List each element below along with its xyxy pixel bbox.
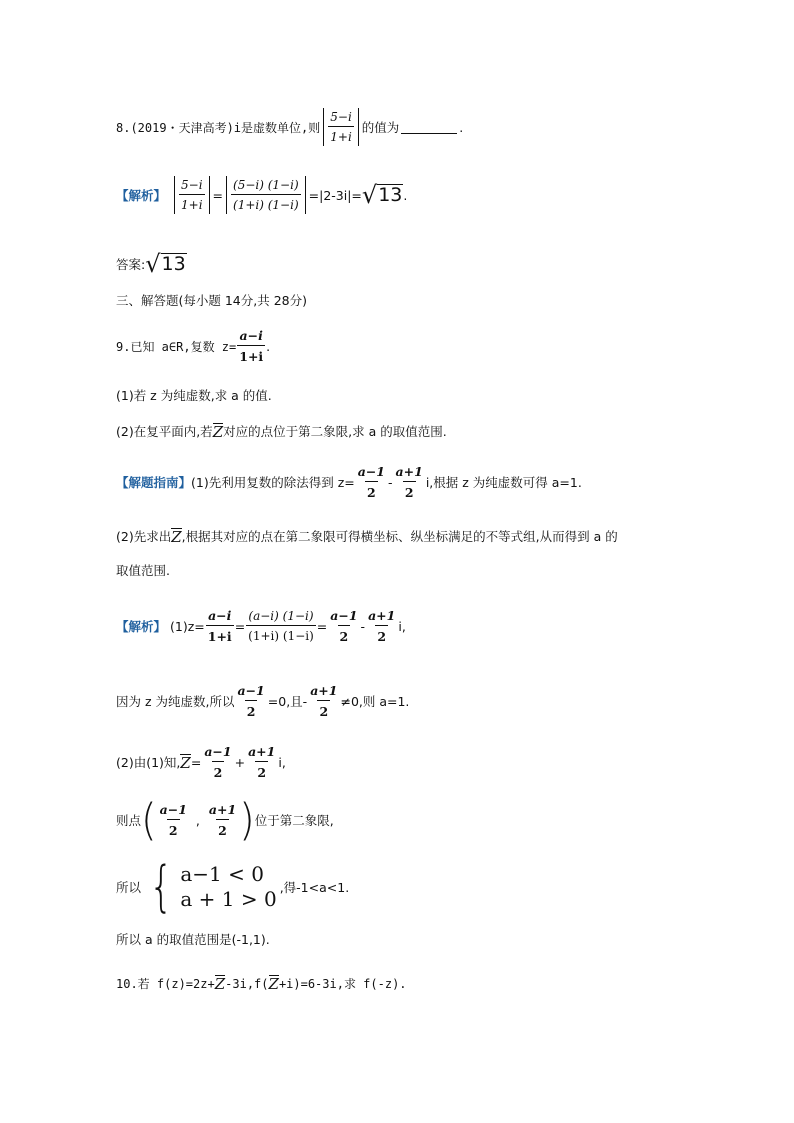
left-paren: ( (141, 794, 157, 846)
radical-icon: √ (361, 181, 378, 209)
sol-l3-fraction-2: $\frac{a+1}{2}$ (248, 744, 276, 780)
z-conjugate: Z (268, 975, 279, 993)
q9-text: 9.已知 a∈R,复数 z= (116, 339, 237, 354)
q8-text: 8.(2019・天津高考)i是虚数单位,则 (116, 120, 321, 135)
z-conjugate: Z (214, 975, 226, 993)
q8-text-c: . (459, 119, 464, 135)
guide-fraction-2: $\frac{a+1}{2}$ (395, 464, 423, 500)
q8-sol-abs-1 (174, 176, 210, 214)
z-conjugate: Z (212, 422, 224, 441)
sol-fraction-4: $\frac{a+1}{2}$ (368, 608, 396, 644)
q9-solution-1: 【解析】 (1)z= $\frac{a-i}{1+i}$ = $\frac{(a-i) (1-i)}{(1+i) (1-i)}$ = $\frac{a-1}{2}$ - $\frac{a+1}{2}$ i, (116, 608, 406, 644)
q9-solution-6: 所以 a 的取值范围是(-1,1). (116, 932, 270, 947)
z-conjugate: Z (171, 527, 182, 546)
q8-solution (116, 176, 407, 214)
sol-fraction-1: $\frac{a-i}{1+i}$ (207, 608, 232, 644)
sol-fraction-2: $\frac{(a-i) (1-i)}{(1+i) (1-i)}$ (248, 609, 314, 643)
sol-l2-fraction-1: $\frac{a-1}{2}$ (237, 683, 265, 719)
solution-tag: 【解析】 (116, 188, 167, 203)
solution-tag: 【解析】 (116, 619, 167, 634)
q9-guide-p2: (2)先求出 Z ,根据其对应的点在第二象限可得横坐标、纵坐标满足的不等式组,从而得到 a 的 (116, 527, 618, 546)
q8-sol-fraction-1: $\frac{5-i}{1+i}$ (181, 178, 203, 212)
q9-guide-p2-cont: 取值范围. (116, 563, 170, 578)
q8-sol-end: . (403, 187, 408, 203)
left-brace: { (149, 855, 174, 918)
q9-part-2: (2)在复平面内,若 Z 对应的点位于第二象限,求 a 的取值范围. (116, 422, 447, 441)
q8-fraction: $\frac{5-i}{1+i}$ (330, 110, 352, 144)
q8-sol-eq2: =|2-3i|= (308, 187, 362, 203)
q8-answer (116, 252, 187, 276)
q9-guide: 【解题指南】 (1)先利用复数的除法得到 z= $\frac{a-1}{2}$ - $\frac{a+1}{2}$ i,根据 z 为纯虚数可得 a=1. (116, 464, 582, 500)
q8-sol-fraction-2: $\frac{(5-i) (1-i)}{(1+i) (1-i)}$ (233, 178, 299, 212)
q9-fraction: $\frac{a-i}{1+i}$ (239, 328, 264, 364)
answer-label: 答案: (116, 257, 146, 272)
right-paren: ) (239, 794, 255, 846)
sqrt-13: √ 13 (361, 181, 403, 209)
question-8 (116, 108, 463, 146)
question-9 (116, 328, 270, 364)
q9-part-1: (1)若 z 为纯虚数,求 a 的值. (116, 388, 272, 403)
point-x-fraction: $\frac{a-1}{2}$ (159, 802, 187, 838)
inequality-row-2: a + 1 > 0 (180, 887, 277, 911)
guide-fraction-1: $\frac{a-1}{2}$ (357, 464, 386, 500)
q9-text-b: . (266, 338, 271, 354)
section-3-heading: 三、解答题(每小题 14分,共 28分) (116, 293, 307, 308)
radical-icon: √ (145, 250, 161, 278)
q9-solution-4: 则点 ( $\frac{a-1}{2}$ , $\frac{a+1}{2}$ ) 位于第二象限, (116, 794, 334, 846)
q8-text-b: 的值为 (361, 120, 400, 135)
answer-blank (401, 121, 457, 134)
sol-fraction-3: $\frac{a-1}{2}$ (330, 608, 358, 644)
q9-solution-5: 所以 { a−1 < 0 a + 1 > 0 ,得-1<a<1. (116, 855, 350, 918)
sol-l3-fraction-1: $\frac{a-1}{2}$ (204, 744, 232, 780)
q8-abs-expression (323, 108, 359, 146)
answer-sqrt-13: √ 13 (145, 250, 186, 278)
q8-sol-abs-2 (226, 176, 306, 214)
z-conjugate: Z (180, 753, 191, 772)
point-y-fraction: $\frac{a+1}{2}$ (208, 802, 237, 838)
q9-solution-2: 因为 z 为纯虚数,所以 $\frac{a-1}{2}$ =0,且- $\frac{a+1}{2}$ ≠0,则 a=1. (116, 683, 410, 719)
equals: = (212, 187, 224, 203)
inequality-row-1: a−1 < 0 (180, 862, 264, 886)
question-10: 10.若 f(z)=2z+ Z -3i,f( Z +i)=6-3i,求 f(-z). (116, 975, 407, 993)
q9-solution-3: (2)由(1)知, Z = $\frac{a-1}{2}$ + $\frac{a+1}{2}$ i, (116, 744, 286, 780)
guide-tag: 【解题指南】 (116, 475, 192, 490)
sol-l2-fraction-2: $\frac{a+1}{2}$ (310, 683, 338, 719)
